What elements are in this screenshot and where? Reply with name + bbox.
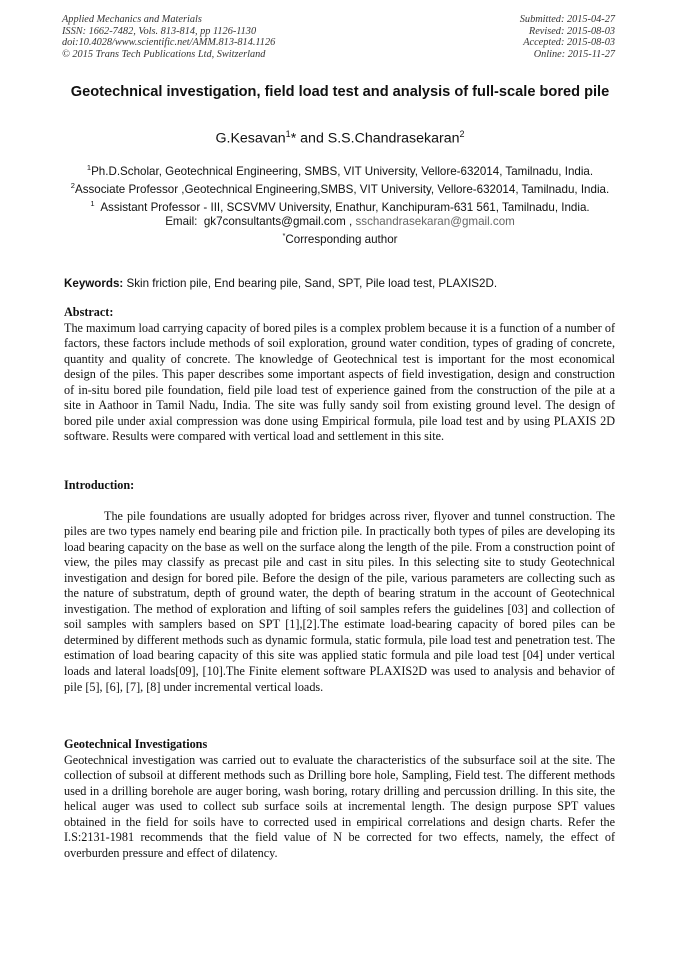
author-line xyxy=(66,125,614,148)
author-1-corr-mark: * xyxy=(290,130,297,147)
affiliations xyxy=(66,161,614,247)
affiliation-1 xyxy=(66,161,614,179)
email-label: Email: xyxy=(165,214,204,228)
affiliation-1-sup: 1 xyxy=(86,163,92,172)
corresponding-mark: * xyxy=(282,230,286,240)
author-2-affil: 2 xyxy=(459,129,465,139)
revised-date: Revised: 2015-08-03 xyxy=(528,25,615,37)
email-link-1[interactable]: gk7consultants@gmail.com xyxy=(203,214,346,228)
affiliation-3 xyxy=(66,197,614,215)
accepted-date: Accepted: 2015-08-03 xyxy=(523,37,615,49)
keywords xyxy=(64,277,616,291)
author-1-affil: 1 xyxy=(285,129,291,139)
affiliation-3-text: Assistant Professor - III, SCSVMV University, Enathur, Kanchipuram-631 561, Tamilnadu, India. xyxy=(94,200,590,214)
geotechnical-text: Geotechnical investigation was carried out to evaluate the characteristics of the subsurface soil at the site. The collection of subsoil at different methods such as Drilling bore hole, Sampling, Field test. The different methods used in a drilling borehole are auger boring, wash boring, rotary drilling and percussion drilling. In this site, the helical auger was used to collect sub surface soils at incremental length. The design purpose SPT values obtained in the field for soils have to corrected used in empirical correlations and design charts. Refer the I.S:2131-1981 recommends that the field value of N be corrected for two effects, namely, the effect of overburden pressure and effect of dilatency. xyxy=(64,752,615,860)
corresponding-note xyxy=(66,229,614,247)
journal-info xyxy=(62,14,275,60)
submitted-date: Submitted: 2015-04-27 xyxy=(519,14,615,25)
email-separator: , xyxy=(345,214,356,228)
paper-title: Geotechnical investigation, field load test and analysis of full-scale bored pile xyxy=(70,84,610,100)
issn: ISSN: 1662-7482, Vols. 813-814, pp 1126-1130 xyxy=(62,25,257,37)
affiliation-3-sup: 1 xyxy=(90,198,95,208)
affiliation-2-text: Associate Professor ,Geotechnical Engineering,SMBS, VIT University, Vellore-632014, Tamilnadu, India. xyxy=(74,182,610,196)
abstract-section xyxy=(64,305,615,445)
affiliation-1-text: Ph.D.Scholar, Geotechnical Engineering, SMBS, VIT University, Vellore-632014, Tamilnadu, India. xyxy=(91,164,594,178)
introduction-heading: Introduction: xyxy=(64,478,135,492)
author-conjunction: and xyxy=(296,130,328,147)
keywords-label: Keywords: xyxy=(64,277,124,290)
introduction-text: The pile foundations are usually adopted for bridges across river, flyover and tunnel construction. The piles are two types namely end bearing pile and friction pile. In practically both types of piles are developing its load bearing capacity on the base as well on the surface along the length of the pile. From a construction point of view, the piles may classify as precast pile and cast in situ piles. In this selecting site to study Geotechnical investigation and design for bored pile. Before the design of the pile, various parameters are collecting such as the nature of substratum, depth of ground water, the depth of bearing stratum in the account of Geotechnical investigation. The method of exploration and lifting of soil samples refers the guidelines [03] and collection of soil samples with samplers based on SPT [1],[2].The estimate load-bearing capacity of bored piles can be determined by different methods such as dynamic formula, static formula, pile load test and penetration test. The estimation of load bearing capacity of this site was applied static formula and pile load test [04] under vertical loads and lateral loads[09], [10].The Finite element software PLAXIS2D was used to analysis and behavior of pile [5], [6], [7], [8] under incremental vertical loads. xyxy=(64,508,615,694)
affiliation-2-sup: 2 xyxy=(70,180,75,190)
geotechnical-heading: Geotechnical Investigations xyxy=(64,737,208,751)
author-2: S.S.Chandrasekaran xyxy=(327,130,460,147)
journal-name: Applied Mechanics and Materials xyxy=(62,14,202,25)
doi-link[interactable]: doi:10.4028/www.scientific.net/AMM.813-814.1126 xyxy=(62,37,276,49)
abstract-heading: Abstract: xyxy=(64,305,114,319)
abstract-text: The maximum load carrying capacity of bored piles is a complex problem because it is a function of a number of factors, these factors include methods of soil exploration, ground water condition, types of grading of concrete, quantity and quality of concrete. The knowledge of Geotechnical test is important for the most economical design of the piles. This paper describes some important aspects of field investigation, design and construction of in-situ bored pile foundation, field pile load test of experience gained from the construction of the pile at a site in Aathoor in Tamil Nadu, India. The site was fully sandy soil from existing ground level. The design of bored pile under axial compression was done using Empirical formula, pile load test and by using PLAXIS 2D software. Results were compared with vertical load and settlement in this site. xyxy=(64,320,615,444)
email-line xyxy=(66,215,614,229)
email-link-2[interactable]: sschandrasekaran@gmail.com xyxy=(355,214,515,228)
corresponding-text: Corresponding author xyxy=(285,232,398,246)
affiliation-2 xyxy=(66,179,614,197)
geotechnical-section xyxy=(64,737,615,861)
publication-dates xyxy=(520,14,615,60)
copyright: © 2015 Trans Tech Publications Ltd, Switzerland xyxy=(62,48,266,60)
online-date: Online: 2015-11-27 xyxy=(533,48,615,60)
keywords-text: Skin friction pile, End bearing pile, Sand, SPT, Pile load test, PLAXIS2D. xyxy=(123,277,498,290)
introduction-section xyxy=(64,478,615,695)
author-1: G.Kesavan xyxy=(215,130,286,147)
